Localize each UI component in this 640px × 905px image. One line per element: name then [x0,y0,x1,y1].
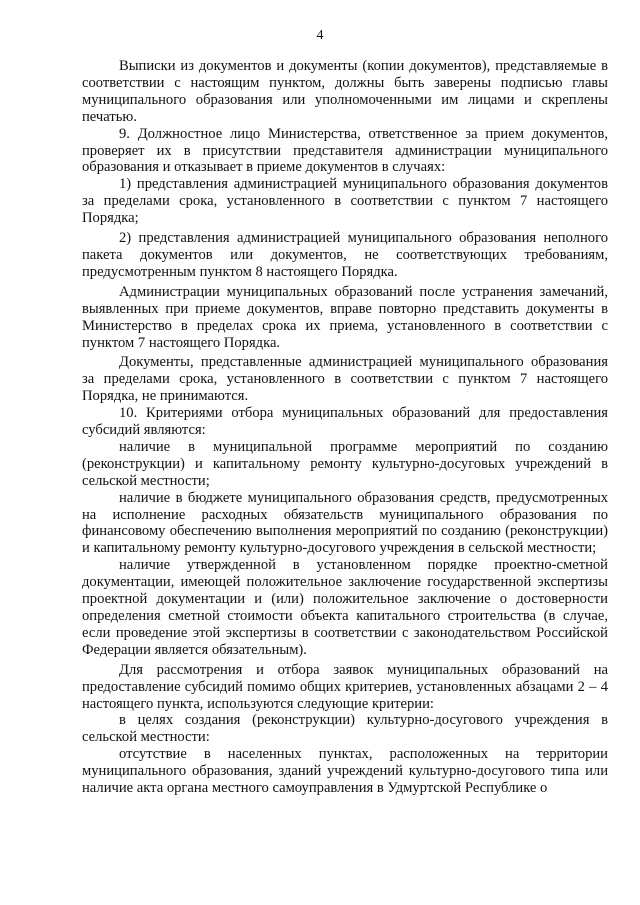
paragraph-creation-goal: в целях создания (реконструкции) культурно-досугового учреждения в сельской местности: [82,712,608,746]
paragraph-criterion-documentation: наличие утвержденной в установленном порядке проектно-сметной документации, имеющей положительное заключение государственной экспертизы проектной документации и (или) положительное заключение о достоверности определения сметной стоимости объекта капитального строительства (в случае, если проведение этой экспертизы в соответствии с законодательством Российской Федерации является обязательным). [82,557,608,658]
paragraph-item-9: 9. Должностное лицо Министерства, ответственное за прием документов, проверяет их в присутствии представителя администрации муниципального образования и отказывает в приеме документов в случаях: [82,125,608,176]
paragraph-resubmission: Администрации муниципальных образований после устранения замечаний, выявленных при приеме документов, вправе повторно представить документы в Министерство в пределах срока их приема, установленного в соответствии с пунктом 7 настоящего Порядка. [82,283,608,351]
paragraph-refusal-case-2: 2) представления администрацией муниципального образования неполного пакета документов или документов, не соответствующих требованиям, предусмотренным пунктом 8 настоящего Порядка. [82,230,608,280]
paragraph-criterion-budget: наличие в бюджете муниципального образования средств, предусмотренных на исполнение расходных обязательств муниципального образования по финансовому обеспечению выполнения мероприятий по созданию (реконструкции) и капитальному ремонту культурно-досугового учреждения в сельской местности; [82,489,608,557]
paragraph-absence-criterion: отсутствие в населенных пунктах, расположенных на территории муниципального образования, зданий учреждений культурно-досугового типа или наличие акта органа местного самоуправления в Удмуртской Республике о [82,746,608,797]
document-body [82,58,608,797]
paragraph-late-documents: Документы, представленные администрацией муниципального образования за пределами срока, установленного в соответствии с пунктом 7 настоящего Порядка, не принимаются. [82,354,608,405]
paragraph-additional-criteria: Для рассмотрения и отбора заявок муниципальных образований на предоставление субсидий помимо общих критериев, установленных абзацами 2 – 4 настоящего пункта, используются следующие критерии: [82,661,608,712]
page-number: 4 [316,28,324,43]
paragraph-refusal-case-1: 1) представления администрацией муниципального образования документов за пределами срока, установленного в соответствии с пунктом 7 настоящего Порядка; [82,176,608,227]
paragraph-item-10: 10. Критериями отбора муниципальных образований для предоставления субсидий являются: [82,405,608,439]
paragraph-certification: Выписки из документов и документы (копии документов), представляемые в соответствии с настоящим пунктом, должны быть заверены подписью главы муниципального образования или уполномоченными им лицами и скреплены печатью. [82,58,608,125]
paragraph-criterion-program: наличие в муниципальной программе мероприятий по созданию (реконструкции) и капитальному ремонту культурно-досуговых учреждений в сельской местности; [82,438,608,489]
